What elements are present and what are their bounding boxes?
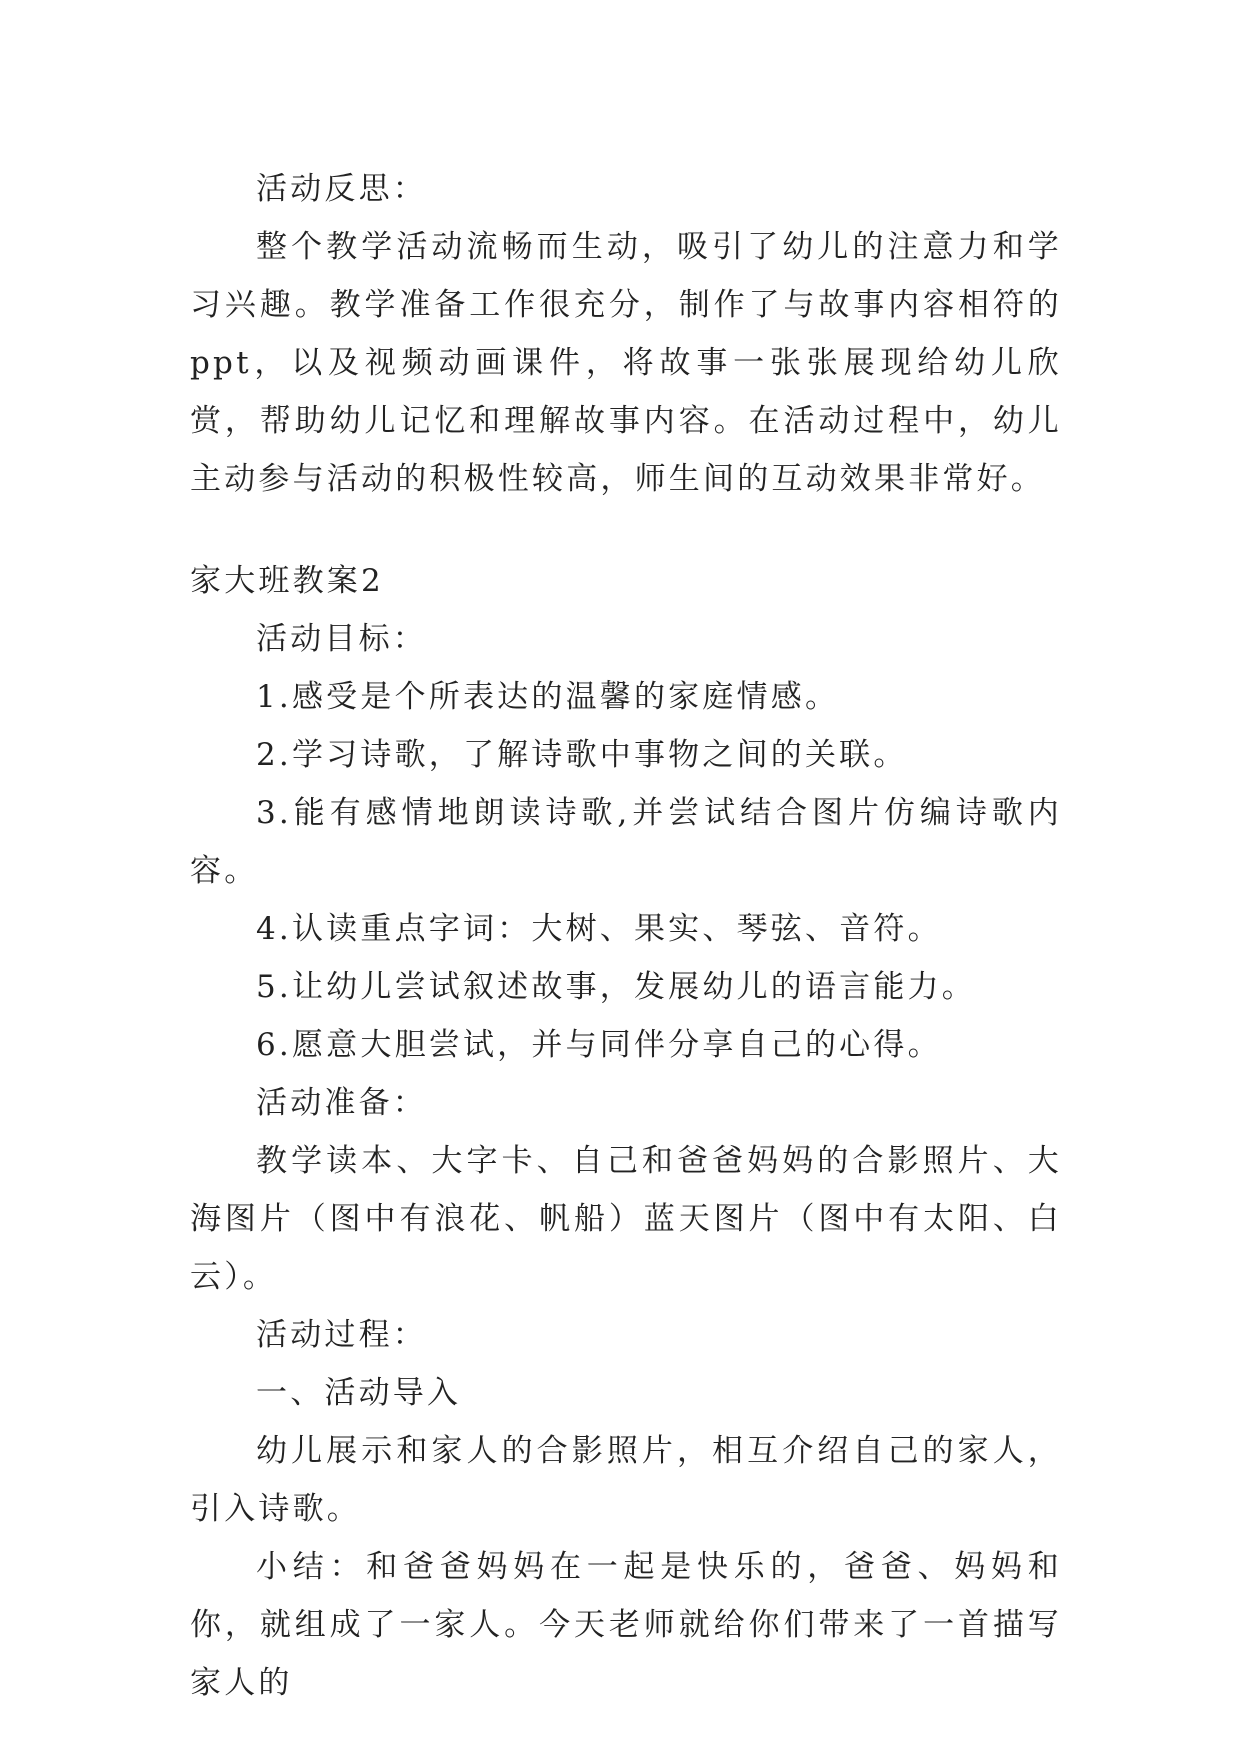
reflection-paragraph: 整个教学活动流畅而生动，吸引了幼儿的注意力和学习兴趣。教学准备工作很充分，制作了与故事内容相符的ppt，以及视频动画课件，将故事一张张展现给幼儿欣赏，帮助幼儿记忆和理解故事内容。在活动过程中，幼儿主动参与活动的积极性较高，师生间的互动效果非常好。 (190, 229, 1062, 497)
goal-item: 5.让幼儿尝试叙述故事，发展幼儿的语言能力。 (256, 969, 976, 1005)
goal-item: 2.学习诗歌，了解诗歌中事物之间的关联。 (256, 737, 908, 773)
reflection-title: 活动反思： (256, 171, 427, 207)
goals-title: 活动目标： (256, 621, 427, 657)
prep-title: 活动准备： (256, 1085, 427, 1121)
document-body (190, 160, 1062, 1712)
goal-item: 1.感受是个所表达的温馨的家庭情感。 (256, 679, 840, 715)
goal-item: 6.愿意大胆尝试，并与同伴分享自己的心得。 (256, 1027, 942, 1063)
step-paragraph: 幼儿展示和家人的合影照片，相互介绍自己的家人，引入诗歌。 (190, 1433, 1062, 1527)
prep-paragraph: 教学读本、大字卡、自己和爸爸妈妈的合影照片、大海图片（图中有浪花、帆船）蓝天图片（图中有太阳、白云）。 (190, 1143, 1062, 1295)
section-heading: 家大班教案2 (190, 563, 384, 599)
process-title: 活动过程： (256, 1317, 427, 1353)
goal-item: 4.认读重点字词：大树、果实、琴弦、音符。 (256, 911, 942, 947)
goal-item: 3.能有感情地朗读诗歌,并尝试结合图片仿编诗歌内容。 (190, 795, 1062, 889)
step-title: 一、活动导入 (256, 1375, 462, 1411)
summary-paragraph: 小结：和爸爸妈妈在一起是快乐的，爸爸、妈妈和你，就组成了一家人。今天老师就给你们带来了一首描写家人的 (190, 1549, 1062, 1701)
